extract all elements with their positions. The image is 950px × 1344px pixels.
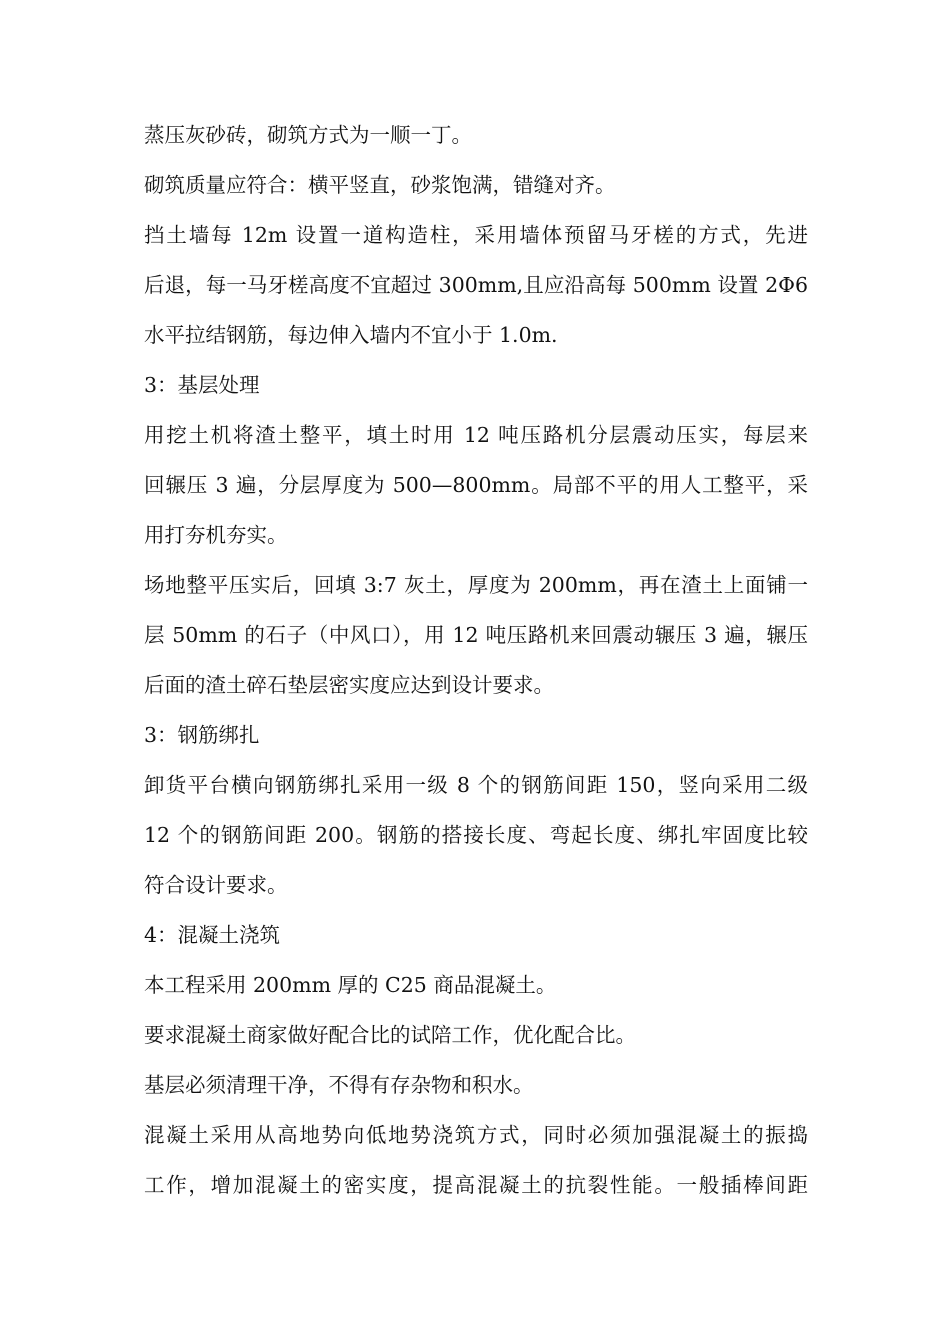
body-line: 用挖土机将渣土整平，填土时用 12 吨压路机分层震动压实，每层来: [144, 423, 808, 447]
body-line: 回辗压 3 遍，分层厚度为 500—800mm。局部不平的用人工整平，采: [144, 473, 808, 497]
section-heading: 3：钢筋绑扎: [144, 723, 260, 747]
body-line: 本工程采用 200mm 厚的 C25 商品混凝土。: [144, 973, 557, 997]
body-line: 后退，每一马牙槎高度不宜超过 300mm,且应沿高每 500mm 设置 2Φ6: [144, 273, 808, 297]
body-line: 场地整平压实后，回填 3:7 灰土，厚度为 200mm，再在渣土上面铺一: [144, 573, 808, 597]
body-line: 12 个的钢筋间距 200。钢筋的搭接长度、弯起长度、绑扎牢固度比较: [144, 823, 808, 847]
body-line: 水平拉结钢筋，每边伸入墙内不宜小于 1.0m.: [144, 323, 558, 347]
body-line: 符合设计要求。: [144, 873, 288, 897]
body-line: 砌筑质量应符合：横平竖直，砂浆饱满，错缝对齐。: [144, 173, 616, 197]
body-line: 层 50mm 的石子（中风口），用 12 吨压路机来回震动辗压 3 遍，辗压: [144, 623, 808, 647]
body-line: 混凝土采用从高地势向低地势浇筑方式，同时必须加强混凝土的振捣: [144, 1123, 808, 1147]
body-line: 要求混凝土商家做好配合比的试陪工作，优化配合比。: [144, 1023, 636, 1047]
document-body: [144, 110, 808, 1210]
body-line: 用打夯机夯实。: [144, 523, 288, 547]
body-line: 工作，增加混凝土的密实度，提高混凝土的抗裂性能。一般插棒间距: [144, 1173, 808, 1197]
body-line: 蒸压灰砂砖，砌筑方式为一顺一丁。: [144, 123, 472, 147]
body-line: 基层必须清理干净，不得有存杂物和积水。: [144, 1073, 534, 1097]
body-line: 后面的渣土碎石垫层密实度应达到设计要求。: [144, 673, 554, 697]
section-heading: 4：混凝土浇筑: [144, 923, 281, 947]
body-line: 挡土墙每 12m 设置一道构造柱，采用墙体预留马牙槎的方式，先进: [144, 223, 808, 247]
section-heading: 3：基层处理: [144, 373, 260, 397]
body-line: 卸货平台横向钢筋绑扎采用一级 8 个的钢筋间距 150，竖向采用二级: [144, 773, 808, 797]
